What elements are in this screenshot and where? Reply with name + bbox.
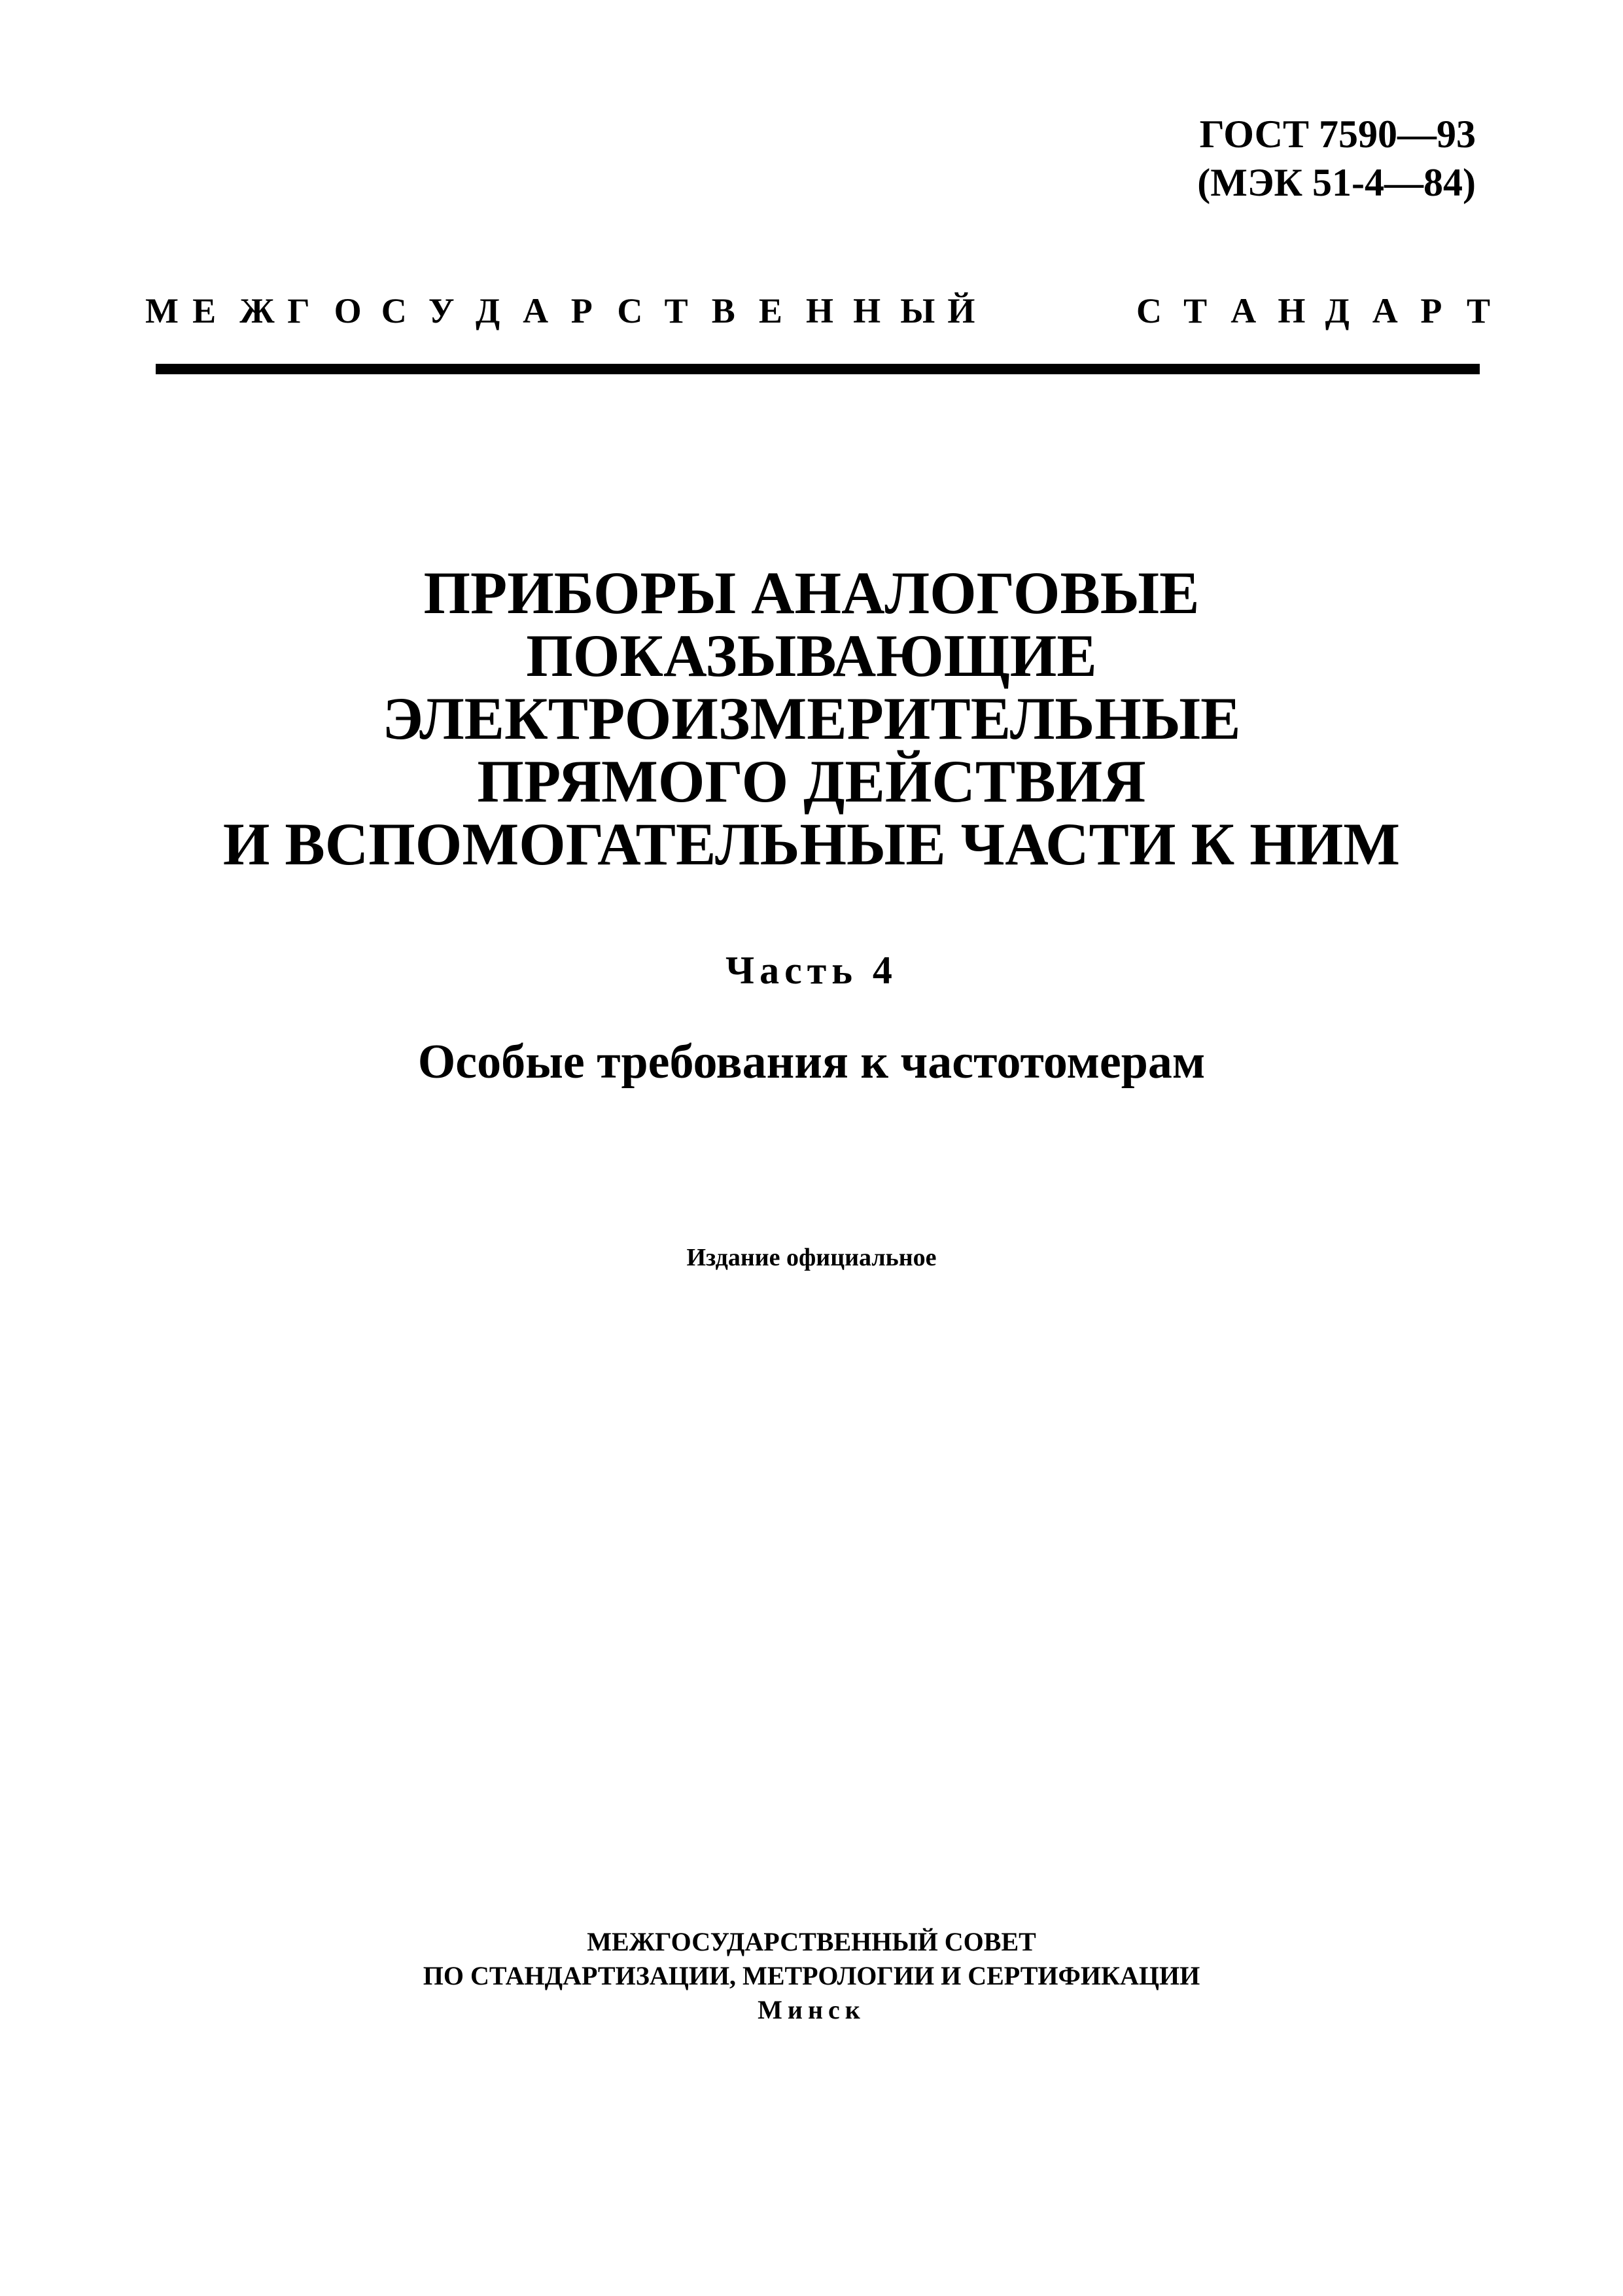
header-letter: Т [1183, 291, 1208, 330]
header-letter: Д [476, 291, 500, 330]
header-letter: С [1136, 291, 1162, 330]
title-line: ПОКАЗЫВАЮЩИЕ [526, 622, 1097, 689]
header-letter: А [1372, 291, 1398, 330]
publisher-line: МЕЖГОСУДАРСТВЕННЫЙ СОВЕТ [587, 1927, 1036, 1956]
document-number-block [1197, 110, 1476, 207]
header-letter: Ж [239, 291, 275, 330]
gost-designation: ГОСТ 7590—93 [1199, 113, 1476, 156]
header-rule [156, 364, 1480, 374]
publisher-city: Минск [758, 1995, 865, 2024]
header-letter: Н [806, 291, 834, 330]
header-letter: Н [853, 291, 881, 330]
header-letter: Р [570, 291, 593, 330]
publisher-block [0, 1925, 1623, 2027]
header-letter: О [334, 291, 362, 330]
header-letter: У [428, 291, 455, 330]
header-letter: С [381, 291, 407, 330]
part-label: Часть 4 [725, 949, 898, 992]
header-letter: А [523, 291, 549, 330]
header-letter: Н [1278, 291, 1306, 330]
header-letter: Р [1420, 291, 1442, 330]
header-letter: Й [947, 291, 975, 330]
header-letter: В [711, 291, 735, 330]
header-letter: Г [287, 291, 310, 330]
header-letter: Е [758, 291, 782, 330]
header-letter: А [1230, 291, 1257, 330]
header-letter: Ы [900, 291, 935, 330]
title-line: И ВСПОМОГАТЕЛЬНЫЕ ЧАСТИ К НИМ [222, 811, 1401, 877]
publisher-line: ПО СТАНДАРТИЗАЦИИ, МЕТРОЛОГИИ И СЕРТИФИКАЦИИ [423, 1961, 1200, 1990]
header-letter: Е [192, 291, 217, 330]
header-letter: Т [664, 291, 688, 330]
header-letter: С [617, 291, 643, 330]
title-line: ПРЯМОГО ДЕЙСТВИЯ [477, 748, 1146, 815]
title-line: ЭЛЕКТРОИЗМЕРИТЕЛЬНЫЕ [382, 685, 1241, 752]
edition-note: Издание официальное [686, 1244, 937, 1271]
header-letter: Т [1467, 291, 1491, 330]
header-letter: М [145, 291, 179, 330]
iec-equivalent: (МЭК 51-4—84) [1197, 161, 1476, 204]
document-subtitle: Особые требования к частотомерам [417, 1035, 1206, 1089]
document-title [0, 561, 1623, 875]
header-letter: Д [1325, 291, 1350, 330]
title-line: ПРИБОРЫ АНАЛОГОВЫЕ [423, 559, 1200, 626]
